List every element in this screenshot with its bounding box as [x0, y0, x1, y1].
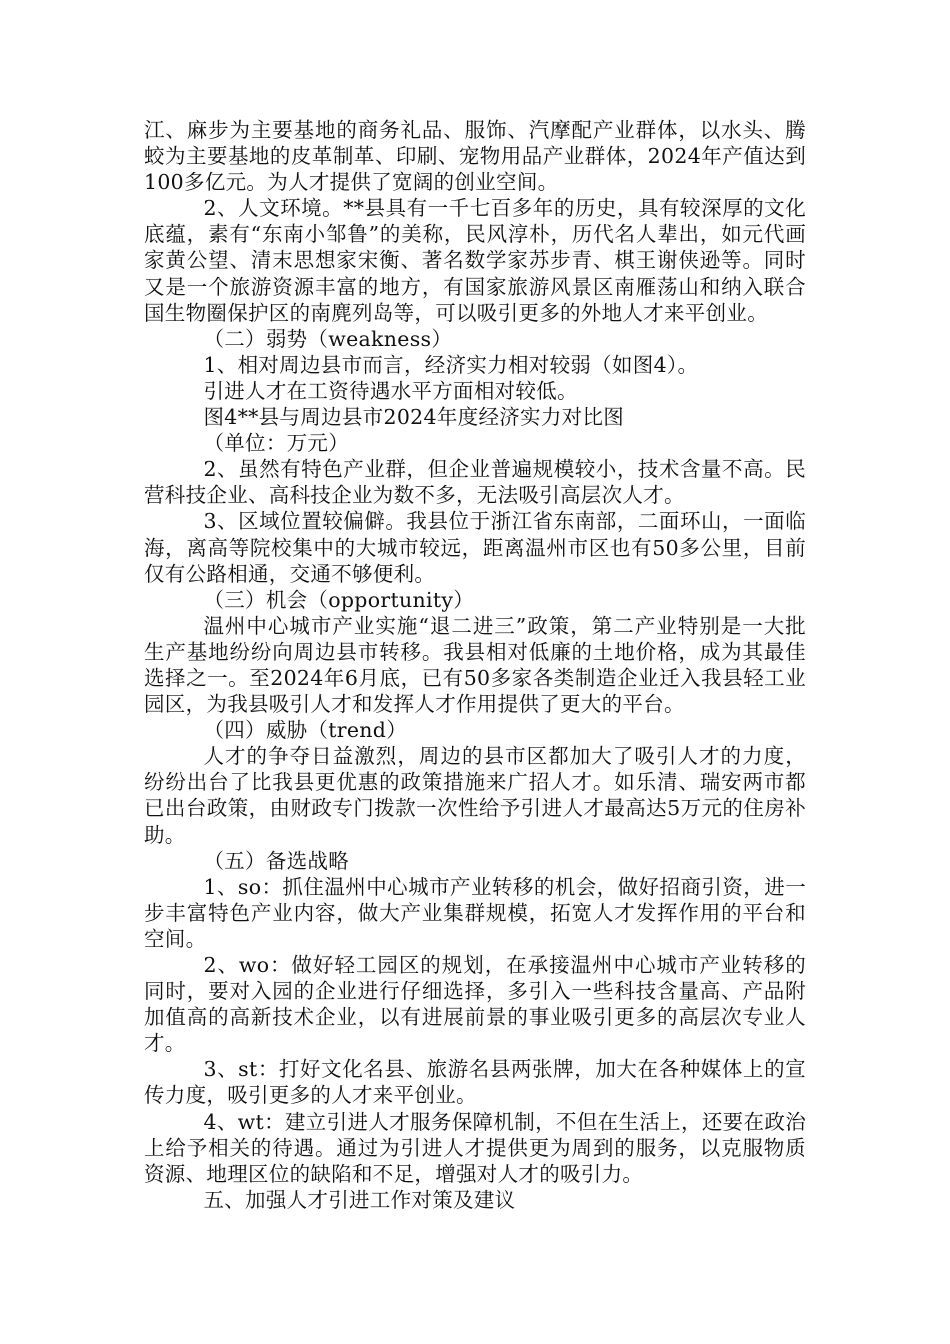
- document-body: [144, 117, 806, 1213]
- figure-caption: 图4**县与周边县市2024年度经济实力对比图: [203, 405, 625, 430]
- section-heading-opportunity: （三）机会（opportunity）: [203, 587, 475, 612]
- paragraph-weakness-3: 3、区域位置较偏僻。我县位于浙江省东南部，二面环山，一面临海，离高等院校集中的大城市较远，距离温州市区也有50多公里，目前仅有公路相通，交通不够便利。: [144, 509, 806, 586]
- section-heading-threat: （四）威胁（trend）: [203, 718, 408, 743]
- section-heading-strategies: （五）备选战略: [203, 848, 350, 873]
- paragraph-opportunity: 温州中心城市产业实施“退二进三”政策，第二产业特别是一大批生产基地纷纷向周边县市转移。我县相对低廉的土地价格，成为其最佳选择之一。至2024年6月底，已有50多家各类制造企业迁入我县轻工业园区，为我县吸引人才和发挥人才作用提供了更大的平台。: [144, 613, 806, 717]
- section-heading-weakness: （二）弱势（weakness）: [203, 326, 453, 351]
- paragraph-strategy-so: 1、so：抓住温州中心城市产业转移的机会，做好招商引资，进一步丰富特色产业内容，做大产业集群规模，拓宽人才发挥作用的平台和空间。: [144, 874, 806, 951]
- paragraph-strategy-wo: 2、wo：做好轻工园区的规划，在承接温州中心城市产业转移的同时，要对入园的企业进行仔细选择，多引入一些科技含量高、产品附加值高的高新技术企业，以有进展前景的事业吸引更多的高层次专业人才。: [144, 953, 806, 1056]
- paragraph-cultural-environment: 2、人文环境。**县具有一千七百多年的历史，具有较深厚的文化底蕴，素有“东南小邹鲁”的美称，民风淳朴，历代名人辈出，如元代画家黄公望、清末思想家宋衡、著名数学家苏步青、棋王谢侠逊等。同时又是一个旅游资源丰富的地方，有国家旅游风景区南雁荡山和纳入联合国生物圈保护区的南麂列岛等，可以吸引更多的外地人才来平创业。: [144, 196, 806, 325]
- paragraph-weakness-1: 1、相对周边县市而言，经济实力相对较弱（如图4）。: [203, 352, 699, 377]
- paragraph-salary-level: 引进人才在工资待遇水平方面相对较低。: [203, 378, 578, 403]
- paragraph-threat: 人才的争夺日益激烈，周边的县市区都加大了吸引人才的力度，纷纷出台了比我县更优惠的政策措施来广招人才。如乐清、瑞安两市都已出台政策，由财政专门拨款一次性给予引进人才最高达5万元的住房补助。: [144, 744, 806, 847]
- paragraph-strategy-wt: 4、wt：建立引进人才服务保障机制，不但在生活上，还要在政治上给予相关的待遇。通过为引进人才提供更为周到的服务，以克服物质资源、地理区位的缺陷和不足，增强对人才的吸引力。: [144, 1109, 806, 1186]
- paragraph-industry-clusters: 江、麻步为主要基地的商务礼品、服饰、汽摩配产业群体，以水头、腾蛟为主要基地的皮革制革、印刷、宠物用品产业群体，2024年产值达到100多亿元。为人才提供了宽阔的创业空间。: [144, 118, 806, 195]
- figure-unit-note: （单位：万元）: [203, 431, 350, 456]
- paragraph-strategy-st: 3、st：打好文化名县、旅游名县两张牌，加大在各种媒体上的宣传力度，吸引更多的人才来平创业。: [144, 1057, 806, 1108]
- section-heading-recommendations: 五、加强人才引进工作对策及建议: [203, 1187, 516, 1212]
- paragraph-weakness-2: 2、虽然有特色产业群，但企业普遍规模较小，技术含量不高。民营科技企业、高科技企业为数不多，无法吸引高层次人才。: [144, 457, 806, 508]
